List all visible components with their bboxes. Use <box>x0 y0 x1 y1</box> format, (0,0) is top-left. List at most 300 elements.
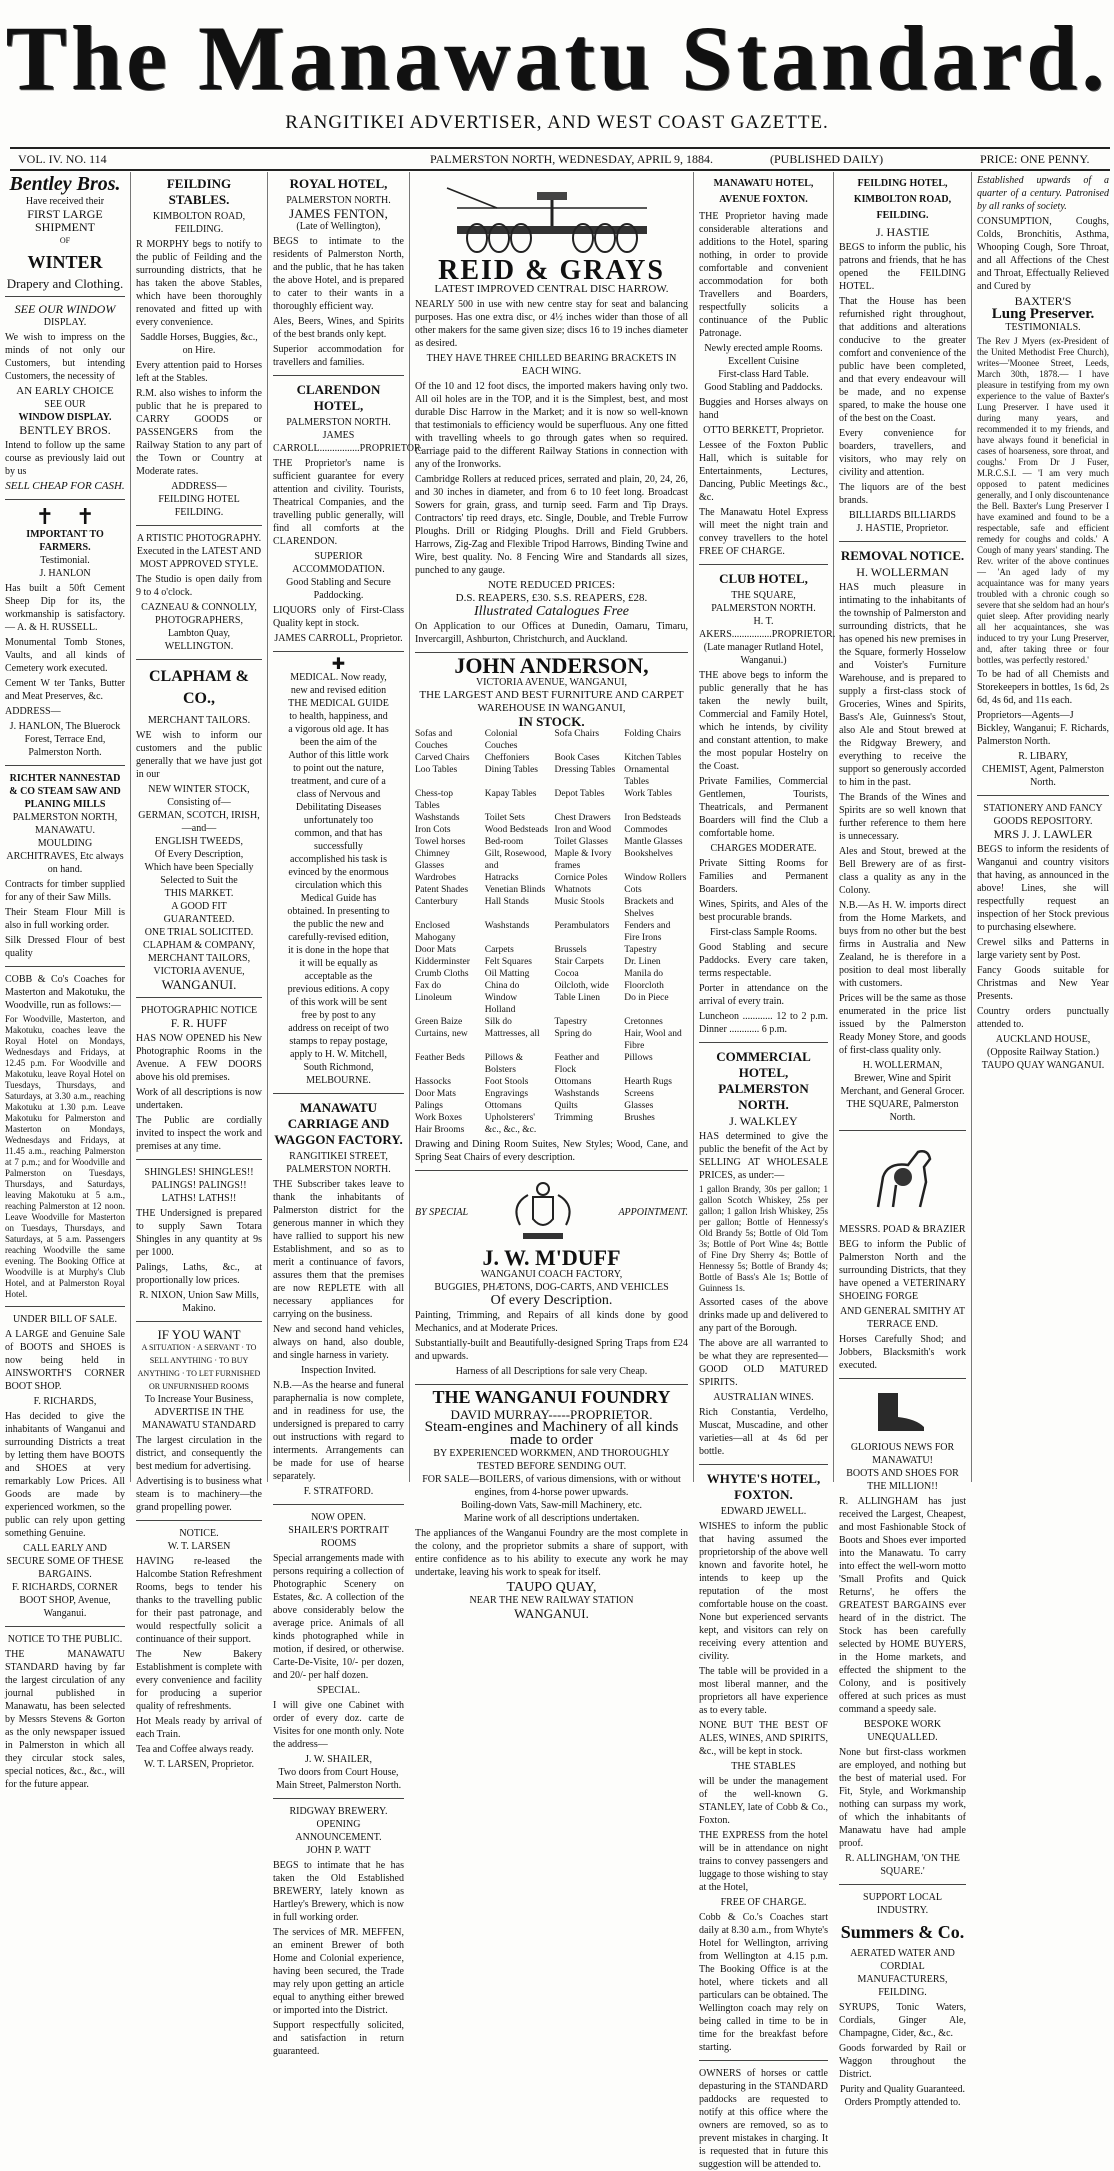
stock-item: Wood Bedsteads <box>484 825 549 835</box>
ad-text: The Manawatu Hotel Express will meet the night train and convey travellers to the hotel FREE OF CHARGE. <box>699 507 828 557</box>
stock-item: Patent Shades <box>415 885 469 895</box>
ad-text: JAMES CARROLL................PROPRIETOR. <box>273 430 424 454</box>
stock-item: Tapestry <box>554 1017 588 1027</box>
ad-heading: NOTICE TO THE PUBLIC. <box>7 1634 123 1645</box>
ad-text: Palings, Laths, &c., at proportionally low prices. <box>136 1262 262 1286</box>
ad-heading: CLARENDON HOTEL, <box>296 382 381 413</box>
stock-item: Sofas and Couches <box>415 729 453 751</box>
ad-text: A GOOD FIT GUARANTEED. <box>163 901 235 925</box>
ad-text: Marine work of all descriptions undertaken. <box>463 1513 640 1524</box>
stock-item: Table Linen <box>554 993 600 1003</box>
stock-item: Work Boxes <box>415 1113 462 1123</box>
ad-text: BEGS to intimate that he has taken the Old Established BREWERY, lately known as Hartley's Brewery, which is now in full working order. <box>273 1860 404 1923</box>
ad-text: 1 gallon Brandy, 30s per gallon; 1 gallon Scotch Whiskey, 25s per gallon; 1 gallon Irish Whiskey, 25s per gallon; Bottle of Hennessy's Old Brandy 5s; Bottle of Old Tom 3s; Bottle of Port Wine 4s; Bottle of Fine Dry Sherry 4s; Bottle of Hennessy 5s; Bottle of Brandy 4s; Bottle of Bass's Ale 1s; Bottle of Guinness 1s. <box>699 1184 828 1293</box>
ad-text: PALMERSTON NORTH. <box>286 417 391 428</box>
stock-item: Perambulators <box>554 921 610 931</box>
ad-text: F. R. HUFF <box>170 1016 228 1030</box>
stock-item: Bookshelves <box>624 849 673 859</box>
stock-item: Ottomans <box>554 1077 592 1087</box>
ad-text: F. RICHARDS, CORNER BOOT SHOP, Avenue, Wanganui. <box>12 1582 118 1619</box>
stock-item: Oil Matting <box>484 969 530 979</box>
ad-text: HAS NOW OPENED his New Photographic Rooms in the Avenue. A FEW DOORS above his old premises. <box>136 1033 262 1083</box>
ad-text: Good Stabling and secure Paddocks. Every care taken, terms respectable. <box>699 942 828 979</box>
stock-item: Hall Stands <box>484 897 529 907</box>
ad-heading: J. W. M'DUFF <box>482 1245 621 1270</box>
ad-text: Illustrated Catalogues Free <box>473 604 630 619</box>
masthead <box>0 0 1114 150</box>
ad-text: OWNERS of horses or cattle depasturing in the STANDARD paddocks are requested to notify at this office where the owners are removed, so as to prevent mistakes in charging. It is requested that in future this suggestion will be attended to. <box>699 2068 828 2170</box>
stock-item: Screens <box>624 1089 654 1099</box>
ad-heading: A RTISTIC PHOTOGRAPHY. <box>136 533 262 544</box>
ad-text: R MORPHY begs to notify to the public of Feilding and the surrounding districts, that he has taken the above Stables, which have been thoroughly renovated and fitted up with every convenience. <box>136 239 262 328</box>
ad-text: THE SQUARE, <box>731 590 796 601</box>
ad-heading: PHOTOGRAPHIC NOTICE <box>140 1005 258 1016</box>
ad-text: BEGS to inform the public, his patrons and friends, that he has opened the FEILDING HOTEL. <box>839 242 966 292</box>
stock-item: Music Stools <box>554 897 605 907</box>
stock-item: Cheffoniers <box>484 753 530 763</box>
stock-list <box>415 728 688 1136</box>
ad-text: SUPERIOR ACCOMMODATION. <box>292 551 385 575</box>
ad-heading: STATIONERY AND FANCY GOODS REPOSITORY. <box>983 803 1103 827</box>
ad-text: The Public are cordially invited to inspect the work and premises at any time. <box>136 1115 262 1152</box>
ad-text: Private Sitting Rooms for Families and Permanent Boarders. <box>699 858 828 895</box>
ad-text: GERMAN, SCOTCH, IRISH, <box>138 810 260 821</box>
ad-text: Substantially-built and Beautifully-designed Spring Traps from £24 and upwards. <box>415 1338 688 1362</box>
stock-item: Maple & Ivory frames <box>554 849 612 871</box>
ad-text: D.S. REAPERS, £30. S.S. REAPERS, £28. <box>455 592 648 604</box>
ad-text: (Late manager Rutland Hotel, Wanganui.) <box>703 642 824 666</box>
ad-text: F. RICHARDS, <box>33 1396 97 1407</box>
ad-text: AUSTRALIAN WINES. <box>713 1392 814 1403</box>
ad-text: DISPLAY. <box>43 317 87 328</box>
stock-item: Kapay Tables <box>484 789 537 799</box>
ad-text: Crewel silks and Patterns in large variety sent by Post. <box>977 937 1109 961</box>
ad-text: FIRST LARGE SHIPMENT <box>27 207 103 234</box>
ad-text: PALMERSTON NORTH. <box>286 195 391 206</box>
stock-item: Wardrobes <box>415 873 456 883</box>
ad-text: APPOINTMENT. <box>618 1206 688 1218</box>
ad-text: First-class Sample Rooms. <box>710 927 817 938</box>
ad-text: CLAPHAM & COMPANY, <box>143 940 255 951</box>
ad-text: FREE OF CHARGE. <box>720 1897 807 1908</box>
ad-text: ONE TRIAL SOLICITED. <box>144 927 254 938</box>
ad-heading: MANAWATU HOTEL, AVENUE FOXTON. <box>713 178 814 205</box>
ad-text: Saddle Horses, Buggies, &c., on Hire. <box>140 332 258 356</box>
ad-text: Superior accommodation for travellers and families. <box>273 344 404 368</box>
royal-appointment-row <box>415 1177 688 1247</box>
ad-text: J. HANLON, The Bluerock Forest, Terrace End, Palmerston North. <box>9 721 121 758</box>
stock-item: Hassocks <box>415 1077 451 1087</box>
ad-text: Of Every Description, <box>154 849 244 860</box>
volume-number: VOL. IV. NO. 114 <box>18 152 107 166</box>
ad-text: NEW WINTER STOCK, <box>148 784 250 795</box>
price: PRICE: ONE PENNY. <box>980 152 1090 166</box>
ad-text: HAS much pleasure in intimating to the inhabitants of the township of Palmerston and surrounding districts, that he has opened his new premises in the Square, formerly Hosselow and Voister's Furniture Warehouse, and is prepared to supply a first-class stock of Groceries, Wines and Spirits, Bass's Ale, Guinness's Stout, also Ale and Stout brewed at the Ridgway Brewery, and everything to receive the support so generously accorded to him in the past. <box>839 582 966 788</box>
ad-text: Good Stabling and Secure Paddocking. <box>286 577 391 601</box>
ad-text: Good Stabling and Paddocks. <box>704 382 823 393</box>
stock-item: Door Mats <box>415 1089 456 1099</box>
ad-text: W. T. LARSEN <box>167 1541 231 1552</box>
stock-item: Feather and Flock <box>554 1053 600 1075</box>
stock-item: Book Cases <box>554 753 600 763</box>
stock-item: Carpets <box>484 945 514 955</box>
ad-text: Cambridge Rollers at reduced prices, serrated and plain, 20, 24, 26, and 30 inches in diameter, and from 6 to 10 feet long. Broadcast Sowers for grain, grass, and turnip seed. Farm and Tip Drays. Contractors' tip reed drays, etc. Single, Double, and Treble Furrow Ploughs. Drill or Ridging Ploughs. Drill and Field Grubbers. Harrows, Zig-Zag and Flexible Tripod Harrows, Binding Twine and Wire, best quality. No. 8 Fencing Wire and Standards all sizes, punched to any gauge. <box>415 474 688 576</box>
ad-text: BUGGIES, PHÆTONS, DOG-CARTS, AND VEHICLES <box>434 1282 669 1293</box>
stock-item: Kitchen Tables <box>624 753 682 763</box>
ad-text: To Increase Your Business, ADVERTISE IN THE MANAWATU STANDARD <box>142 1394 256 1431</box>
ad-text: Luncheon ............ 12 to 2 p.m. Dinner ............ 6 p.m. <box>699 1011 828 1035</box>
ad-text: AERATED WATER AND CORDIAL MANUFACTURERS, FEILDING. <box>850 1948 955 1998</box>
ad-text: BEGS to inform the residents of Wanganui and country visitors that having, as announced in the above! Lines, she will respectfully request an inspection of her Stock previous to purchasing elsewhere. <box>977 844 1109 933</box>
ad-text: JAMES FENTON, <box>289 206 388 221</box>
stock-item: Hair, Wool and Fibre <box>624 1029 682 1051</box>
ad-text: PALINGS! PALINGS!! <box>151 1180 247 1191</box>
ad-text: Of the 10 and 12 foot discs, the imported makers having only two. All oil holes are in the TOP, and it is the Simplest, best, and most durable Disc Harrow in the Market; and it is now so well-known that testimonials to efficiency would be superfluous. Any one fitted with travelling wheels to go through gates when so required. Carriage paid to the different Railway Stations in connection with any of the Ironworks. <box>415 381 688 470</box>
ad-text: Harness of all Descriptions for sale very Cheap. <box>455 1366 648 1377</box>
ad-text: MERCHANT TAILORS. <box>147 715 251 726</box>
ad-heading: FEILDING STABLES. <box>166 176 232 207</box>
ad-text: Wines, Spirits, and Ales of the best procurable brands. <box>699 899 828 923</box>
ad-text: Have received their <box>25 196 105 207</box>
stock-item: Spring do <box>554 1029 592 1039</box>
ad-text: THEY HAVE THREE CHILLED BEARING BRACKETS IN EACH WING. <box>426 353 677 377</box>
ad-text: THE STABLES <box>731 1761 796 1772</box>
ad-text: —and— <box>181 823 217 834</box>
ad-text: That the House has been refurnished right throughout, that additions and alterations conducive to the greater comfort and convenience of the public have been completed, and that every endeavour will be made, and no expense spared, to make the house one of the best on the Coast. <box>839 296 966 424</box>
ad-text: To be had of all Chemists and Storekeepers in bottles, 1s 6d, 2s 6d, 4s 6d, and 11s each. <box>977 669 1109 706</box>
ad-text: SYRUPS, Tonic Waters, Cordials, Ginger Ale, Champagne, Cider, &c., &c. <box>839 2002 966 2039</box>
ad-text: Country orders punctually attended to. <box>977 1006 1109 1030</box>
stock-item: Mattresses, all <box>484 1029 540 1039</box>
stock-item: Feather Beds <box>415 1053 465 1063</box>
ad-text: THE Subscriber takes leave to thank the inhabitants of Palmerston district for the generous manner in which they have rallied to support his new Establishment, and so as to merit a continuance of favors, assures them that the premises are now REPLETE with all necessary appliances for carrying on the business. <box>273 1179 404 1320</box>
stock-item: Pillows <box>624 1053 653 1063</box>
ad-text: A SITUATION · A SERVANT · TO SELL ANYTHING · TO BUY ANYTHING · TO LET FURNISHED OR UNFURNISHED ROOMS <box>137 1343 261 1391</box>
stock-item: Ottomans <box>484 1101 522 1111</box>
newspaper-subtitle: RANGITIKEI ADVERTISER, AND WEST COAST GAZETTE. <box>285 112 829 133</box>
ad-text: Fancy Goods suitable for Christmas and New Year Presents. <box>977 965 1109 1002</box>
ad-text: BY SPECIAL <box>415 1206 469 1218</box>
ad-heading: MANAWATU CARRIAGE AND WAGGON FACTORY. <box>274 1100 403 1147</box>
ad-text: JAMES CARROLL, Proprietor. <box>274 633 403 644</box>
ad-text: COBB & Co's Coaches for Masterton and Makotuku, the Woodville, run as follows:— <box>5 974 125 1011</box>
ad-text: ADDRESS— <box>5 706 61 717</box>
ad-text: Monumental Tomb Stones, Vaults, and all kinds of Cemetery work executed. <box>5 637 125 674</box>
ad-text: THE above begs to inform the public generally that he has taken the newly built, Commercial and Family Hotel, which he intends, by civility and constant attention, to make the most popular Hostelry on the Coast. <box>699 670 828 772</box>
ad-heading: THE WANGANUI FOUNDRY <box>432 1387 671 1407</box>
stock-item: Dressing Tables <box>554 765 616 775</box>
ad-text: HAVING re-leased the Halcombe Station Refreshment Rooms, begs to tender his thanks to the travelling public for their past patronage, and would respectfully solicit a continuance of their support. <box>136 1556 262 1645</box>
ad-text: Lambton Quay, WELLINGTON. <box>164 628 234 652</box>
ad-text: Consisting of— <box>167 797 231 808</box>
bentley-title: Bentley Bros. <box>9 173 121 195</box>
stock-item: Quilts <box>554 1101 578 1111</box>
ad-heading: GLORIOUS NEWS FOR MANAWATU! <box>850 1442 955 1466</box>
ad-text: BEGS to intimate to the residents of Palmerston North, and the public, that he has taken the above Hotel, and is prepared to cater to their wants in a thoroughly efficient way. <box>273 236 404 312</box>
stock-item: Brushes <box>624 1113 655 1123</box>
stock-item: Linoleum <box>415 993 452 1003</box>
ad-text: SEE OUR <box>44 399 86 410</box>
ad-text: will be under the management of the well-known G. STANLEY, late of Cobb & Co., Foxton. <box>699 1776 828 1826</box>
column-1 <box>0 172 131 1790</box>
stock-item: Ornamental Tables <box>624 765 670 787</box>
ad-text: WANGANUI. <box>161 977 237 992</box>
stock-item: Bed-room <box>484 837 524 847</box>
ad-heading: WHYTE'S HOTEL, FOXTON. <box>706 1471 821 1502</box>
ad-heading: NOW OPEN. <box>311 1512 366 1523</box>
ad-text: AND GENERAL SMITHY AT TERRACE END. <box>839 1306 966 1330</box>
ad-text: Boiling-down Vats, Saw-mill Machinery, etc. <box>460 1500 643 1511</box>
stock-item: Trimming <box>554 1113 593 1123</box>
ad-text: Intend to follow up the same course as previously laid out by us <box>5 440 125 477</box>
ad-text: J. HASTIE, Proprietor. <box>856 523 949 534</box>
stock-item: Pillows & Bolsters <box>484 1053 524 1075</box>
stock-item: Loo Tables <box>415 765 458 775</box>
ad-text: Assorted cases of the above drinks made up and delivered to any part of the Borough. <box>699 1297 828 1334</box>
ad-text: The above are all warranted to be what they are represented—GOOD OLD MATURED SPIRITS. <box>699 1338 828 1388</box>
ad-text: Of every Description. <box>490 1293 613 1308</box>
stock-item: Cornice Poles <box>554 873 608 883</box>
ad-text: Buggies and Horses always on hand <box>699 397 828 421</box>
stock-item: Do in Piece <box>624 993 669 1003</box>
ad-text: TAUPO QUAY, <box>506 1580 597 1595</box>
ad-heading: COMMERCIAL HOTEL, PALMERSTON NORTH. <box>716 1049 811 1112</box>
stock-item: Floorcloth <box>624 981 664 991</box>
stock-item: Washstands <box>484 921 530 931</box>
ad-text: J. HANLON <box>39 568 91 579</box>
stock-item: Toilet Sets <box>484 813 525 823</box>
stock-item: Glasses <box>624 1101 654 1111</box>
ad-text: First-class Hard Table. <box>718 369 809 380</box>
ad-text: Has built a 50ft Cement Sheep Dip for its, the workmanship is satisfactory. — A. & H. RUSSELL. <box>5 583 125 633</box>
ad-text: MOULDING ARCHITRAVES, Etc always on hand. <box>6 838 124 875</box>
ad-text: AUCKLAND HOUSE, <box>995 1034 1091 1045</box>
stock-item: Work Tables <box>624 789 672 799</box>
ad-text: Rich Constantia, Verdelho, Muscat, Muscadine, and other varieties—all at 4s 6d per bottle. <box>699 1407 828 1457</box>
ad-text: THIS MARKET. <box>164 888 234 899</box>
ad-text: BENTLEY BROS. <box>19 423 111 437</box>
ad-text: LATEST IMPROVED CENTRAL DISC HARROW. <box>434 283 669 295</box>
ad-text: The appliances of the Wanganui Foundry are the most complete in the colony, and the proprietor submits a share of support, with entire confidence as to his ability to execute any work he may undertake, leaving his work to speak for itself. <box>415 1528 688 1578</box>
stock-item: Palings <box>415 1101 443 1111</box>
ad-text: CONSUMPTION, Coughs, Colds, Bronchitis, Asthma, Whooping Cough, Sore Throat, and all Affections of the Chest and Throat, Effectually Relieved and Cured by <box>977 216 1109 292</box>
ad-text: H. WOLLERMAN, <box>862 1060 943 1071</box>
stock-item: Washstands <box>554 1089 600 1099</box>
ad-heading: IMPORTANT TO FARMERS. <box>26 529 104 553</box>
ad-text: Prices will be the same as those enumerated in the price list issued by the Palmerston Ready Money Store, and goods of first-class quality only. <box>839 993 966 1056</box>
ad-text: For Woodville, Masterton, and Makotuku, coaches leave the Royal Hotel on Mondays, Wednesdays and Fridays, at 12.45 p.m. For Woodville and Makotuku, leave Royal Hotel on Tuesdays, Thursdays, and Saturdays, at 3.30 a.m., reaching Makotuku at 1.30 p.m. Leave Makotuku for Palmerston and Masterton on Mondays, Wednesdays and Fridays, at 11.45 a.m., reaching Palmerston at 7 p.m.; and for Woodville and Palmerston on Tuesdays, Thursdays, and Saturdays, leaving Makotuku at 5 a.m., reaching Palmerston at 12 noon. Leave Woodville for Masterton on Tuesdays, Thursdays, and Saturdays, at 5 a.m. Passengers reaching Woodville the same evening. The Booking Office at Woodville is at Murphy's Club Hotel, and at Palmerston Royal Hotel. <box>5 1014 125 1299</box>
ad-text: Newly erected ample Rooms. <box>704 343 823 354</box>
stock-item: Dr. Linen <box>624 957 661 967</box>
ad-text: NEARLY 500 in use with new centre stay for seat and balancing purposes. Has one extra disc, or 4½ inches wider than those of all other makers for the same given size; discs 16 to 19 inches diameter as desired. <box>415 299 688 349</box>
ad-text: CHARGES MODERATE. <box>710 843 817 854</box>
ad-text: Advertising is to business what steam is to machinery—the grand propelling power. <box>136 1476 262 1513</box>
ad-text: Purity and Quality Guaranteed. <box>840 2084 965 2095</box>
ad-text: Inspection Invited. <box>301 1365 376 1376</box>
stock-item: Cots <box>624 885 642 895</box>
ad-text: THE Proprietor's name is sufficient guarantee for every attention and civility. Tourists, Theatrical Companies, and the travelling public generally, will find all comforts at the CLARENDON. <box>273 458 404 547</box>
ad-text: The largest circulation in the district, and consequently the best medium for advertising. <box>136 1435 262 1472</box>
ad-text: BILLIARDS BILLIARDS <box>849 510 956 521</box>
ad-text: VICTORIA AVENUE, WANGANUI, <box>475 677 628 688</box>
stock-item: &c., &c., &c. <box>484 1125 537 1135</box>
ad-text: THE EXPRESS from the hotel will be in attendance on night trains to convey passengers and luggage to those wishing to stay at the Hotel, <box>699 1830 828 1893</box>
stock-item: Oilcloth, wide <box>554 981 609 991</box>
ad-heading: BAXTER'S <box>1014 294 1072 308</box>
ad-heading: REID & GRAYS <box>438 255 665 286</box>
ad-text: THE MANAWATU STANDARD having by far the largest circulation of any journal published in Manawatu, has been selected by Messrs Stevens & Gorton as the only newspaper issued in Palmerston in which all they circular stock sales, special notices, &c., &c., will for the future appear. <box>5 1649 125 1790</box>
stock-item: Chest Drawers <box>554 813 611 823</box>
stock-item: China do <box>484 981 520 991</box>
ad-text: OTTO BERKETT, Proprietor. <box>703 425 824 436</box>
ad-text: ENGLISH TWEEDS, <box>154 836 244 847</box>
stock-item: Hair Brooms <box>415 1125 465 1135</box>
ad-text: Cobb & Co.'s Coaches start daily at 8.30 a.m., from Whyte's Hotel for Wellington, arriving from Wellington at 4.15 p.m. The Booking Office is at the hotel, where tickets and all particulars can be obtained. The Wellington coach may rely on being called in time to be in time for the breakfast before starting. <box>699 1912 828 2053</box>
ad-text: Silk Dressed Flour of best quality <box>5 935 125 959</box>
stock-item: Dining Tables <box>484 765 539 775</box>
stock-item: Towel horses <box>415 837 466 847</box>
published-daily: (PUBLISHED DAILY) <box>770 152 884 166</box>
ad-text: A LARGE and Genuine Sale of BOOTS and SHOES is now being held in AINSWORTH'S CORNER BOOT SHOP. <box>5 1329 125 1392</box>
ad-text: Every convenience for boarders, travellers, and visitors, who may rely on civility and attention. <box>839 428 966 478</box>
ad-text: LATHS! LATHS!! <box>161 1193 237 1204</box>
ad-heading: Lung Preserver. <box>991 306 1095 322</box>
ad-heading: WINTER <box>27 252 103 272</box>
ad-text: RANGITIKEI STREET, PALMERSTON NORTH. <box>286 1151 391 1175</box>
ad-text: Tea and Coffee always ready. <box>136 1744 254 1755</box>
ad-heading: NOTICE. <box>179 1528 219 1539</box>
ad-text: Excellent Cuisine <box>728 356 799 367</box>
ad-text: Proprietors—Agents—J Bickley, Wanganui; F. Richards, Palmerston North. <box>977 710 1109 747</box>
ad-text: TAUPO QUAY WANGANUI. <box>981 1060 1105 1071</box>
stock-item: Silk do <box>484 1017 512 1027</box>
ad-text: N.B.—As H. W. imports direct from the Home Markets, and buys from no other but the best firms in Australia and New Zealand, he is therefore in a position to deal most liberally with customers. <box>839 900 966 989</box>
ad-text: CALL EARLY AND SECURE SOME OF THESE BARGAINS. <box>6 1543 124 1580</box>
stock-item: Foot Stools <box>484 1077 529 1087</box>
ad-text: DAVID MURRAY-----PROPRIETOR. <box>450 1407 653 1422</box>
ad-text: NEAR THE NEW RAILWAY STATION <box>469 1595 634 1606</box>
ad-text: F. STRATFORD. <box>303 1486 374 1497</box>
stock-item: Venetian Blinds <box>484 885 546 895</box>
stock-item: Mantle Glasses <box>624 837 683 847</box>
stock-item: Window Rollers <box>624 873 687 883</box>
ad-text: Ales and Stout, brewed at the Bell Brewery are of as first-class a quality as any in the Colony. <box>839 846 966 896</box>
stock-item: Sofa Chairs <box>554 729 600 739</box>
dateline <box>10 147 1110 171</box>
ad-text: The services of MR. MEFFEN, an eminent Brewer of both Home and Colonial experience, having been secured, the Trade may rely upon getting an article equal to anything either brewed or imported into the District. <box>273 1927 404 2016</box>
disc-harrow-illustration <box>437 178 667 258</box>
ad-text: Two doors from Court House, Main Street, Palmerston North. <box>275 1767 402 1791</box>
ad-text: N.B.—As the hearse and funeral paraphernalia is now complete, and in readiness for use, the undersigned is prepared to carry out instructions with regard to interments. Arrangements can be made for use of hearse separately. <box>273 1380 404 1482</box>
stock-item: Fax do <box>415 981 442 991</box>
ad-text: Work of all descriptions is now undertaken. <box>136 1087 262 1111</box>
ad-heading: REMOVAL NOTICE. <box>840 548 965 563</box>
ad-text: W. T. LARSEN, Proprietor. <box>143 1759 255 1770</box>
ad-text: LIQUORS only of First-Class Quality kept in stock. <box>273 605 404 629</box>
ad-text: THE LARGEST AND BEST FURNITURE AND CARPET WAREHOUSE IN WANGANUI, <box>419 689 684 714</box>
ad-text: WINDOW DISPLAY. <box>18 412 112 423</box>
ad-text: R.M. also wishes to inform the public that he is prepared to CARRY GOODS or PASSENGERS from the Railway Station to any part of the Town or Country at Moderate rates. <box>136 388 262 477</box>
ad-text: (Late of Wellington), <box>296 221 381 232</box>
ad-text: KIMBOLTON ROAD, FEILDING. <box>152 211 246 235</box>
ad-heading: RIDGWAY BREWERY. <box>289 1806 388 1817</box>
column-4 <box>410 172 694 1621</box>
stock-item: Kidderminster <box>415 957 470 967</box>
stock-item: Whatnots <box>554 885 591 895</box>
ad-text: Private Families, Commercial Gentlemen, Tourists, Theatricals, and Permanent Boarders will find the Club a comfortable home. <box>699 776 828 839</box>
stock-item: Iron Cots <box>415 825 451 835</box>
newspaper-title: The Manawatu Standard. <box>5 7 1109 109</box>
stock-item: Engravings <box>484 1089 529 1099</box>
ad-text: THE Undersigned is prepared to supply Sawn Totara Shingles in any quantity at 9s per 1000. <box>136 1208 262 1258</box>
stock-item: Iron Bedsteads <box>624 813 681 823</box>
boot-illustration <box>858 1385 948 1435</box>
ad-text: BY EXPERIENCED WORKMEN, AND THOROUGHLY TESTED BEFORE SENDING OUT. <box>433 1448 670 1472</box>
ad-text: WISHES to inform the public that having assumed the proprietorship of the above well known and favorite hotel, he intends to keep up the reputation of the most comfortable house on the coast. None but experienced servants kept, and visitors can rely on receiving every attention and civility. <box>699 1521 828 1662</box>
ad-heading: ROYAL HOTEL, <box>289 176 388 191</box>
ad-heading: RICHTER NANNESTAD & CO STEAM SAW AND PLANING MILLS <box>9 773 121 810</box>
column-5 <box>694 172 836 2170</box>
ad-text: CHEMIST, Agent, Palmerston North. <box>981 764 1105 788</box>
ad-text: Their Steam Flour Mill is also in full working order. <box>5 907 125 931</box>
ad-text: PALMERSTON NORTH. <box>711 603 816 614</box>
column-2 <box>131 172 268 1770</box>
ad-text: TESTIMONIALS. <box>1005 322 1081 333</box>
stock-item: Brussels <box>554 945 587 955</box>
ad-heading: FEILDING HOTEL, KIMBOLTON ROAD, FEILDING. <box>853 178 952 221</box>
stock-item: Door Mats <box>415 945 456 955</box>
stock-item: Depot Tables <box>554 789 605 799</box>
ad-text: Drapery and Clothing. <box>6 276 124 291</box>
stock-item: Chess-top Tables <box>415 789 453 811</box>
cross-icon: ✝ ✝ <box>35 504 95 529</box>
ad-heading: CLUB HOTEL, <box>719 571 808 586</box>
ad-text: ADDRESS— <box>171 481 227 492</box>
ad-heading: UNDER BILL OF SALE. <box>12 1314 118 1325</box>
ad-text: SHAILER'S PORTRAIT ROOMS <box>288 1525 389 1549</box>
column-7 <box>972 172 1114 1482</box>
ad-text: BOOTS AND SHOES FOR THE MILLION!! <box>846 1468 959 1492</box>
ad-text: PALMERSTON NORTH, MANAWATU. <box>12 812 118 836</box>
ad-text: OF <box>59 236 71 245</box>
ad-text: (Opposite Railway Station.) <box>987 1047 1099 1058</box>
ad-text: The Rev J Myers (ex-President of the United Methodist Free Church), writes—'Moonee Street, Leeds, March 30th, 1878.— I have pleasure in testifying from my own experience to the value of Baxter's Lung Preserver. I have used it during many years, and recommended it to my friends, and have always found it beneficial in cases of hoarseness, sore throat, and coughs.' From Dr J Fuser, M.R.C.S.I. — 'I am very much opposed to patent medicines generally, and I only discountenance the Bell. Baxter's Lung Preserver I have examined and found to be a respectable, safe and efficient remedy for coughs and colds.' A Cough of many years' standing. The Rev. writer of the above continues— 'An aged lady of my acquaintance was for many years troubled with a chronic cough so severe that she seldom had an hour's quiet sleep. After providing nearly all her acquaintances, she was induced to try your Lung Preserver, and, after taking three or four bottles, was perfectly restored.' <box>977 336 1109 665</box>
column-6 <box>834 172 972 2108</box>
ad-text: J. HASTIE <box>875 225 930 239</box>
royal-coat-of-arms-icon <box>498 1177 588 1247</box>
stock-item: Hearth Rugs <box>624 1077 673 1087</box>
ad-text: Established upwards of a quarter of a century. Patronised by all ranks of society. <box>977 175 1109 212</box>
horse-illustration <box>858 1137 948 1217</box>
ad-text: MRS J. J. LAWLER <box>993 827 1093 841</box>
ad-text: IN STOCK. <box>518 714 585 729</box>
stock-item: Colonial Couches <box>484 729 518 751</box>
stock-item: Upholsterers' <box>484 1113 536 1123</box>
ad-text: Has decided to give the inhabitants of Wanganui and surrounding Districts a treat by letting them have BOOTS and SHOES at very remarkably Low Prices. All Goods are made by experienced workmen, so the public can rely upon getting something Genuine. <box>5 1411 125 1539</box>
stock-item: Iron and Wood <box>554 825 612 835</box>
ad-text: JOHN P. WATT <box>306 1845 371 1856</box>
ad-text: Special arrangements made with persons requiring a collection of Photographic Scenery on Estates, &c. A collection of the above considerably below the average price. Animals of all kinds photographed while in motion, if desired, or otherwise. Carte-De-Visite, 10/- per dozen, and 20/- per half dozen. <box>273 1553 404 1681</box>
ad-text: J. W. SHAILER, <box>305 1754 372 1765</box>
ad-text: FOR SALE—BOILERS, of various dimensions, with or without engines, from 4-horse power upwards. <box>422 1474 681 1498</box>
medical-symbol-icon: ✚ <box>331 656 346 673</box>
ad-text: THE Proprietor having made considerable alterations and additions to the Hotel, sparing nothing, in order to provide comfortable and convenient accommodation for both Travellers and Boarders, respectfully solicits a continuance of the Public Patronage. <box>699 211 828 339</box>
ad-text: R. ALLINGHAM, 'ON THE SQUARE.' <box>845 1853 960 1877</box>
stock-item: Gilt, Rosewood, and <box>484 849 547 871</box>
ad-text: WANGANUI COACH FACTORY, <box>480 1269 623 1280</box>
ad-text: THE SQUARE, Palmerston North. <box>846 1099 959 1123</box>
ad-text: Which have been Specially Selected to Suit the <box>144 862 254 886</box>
